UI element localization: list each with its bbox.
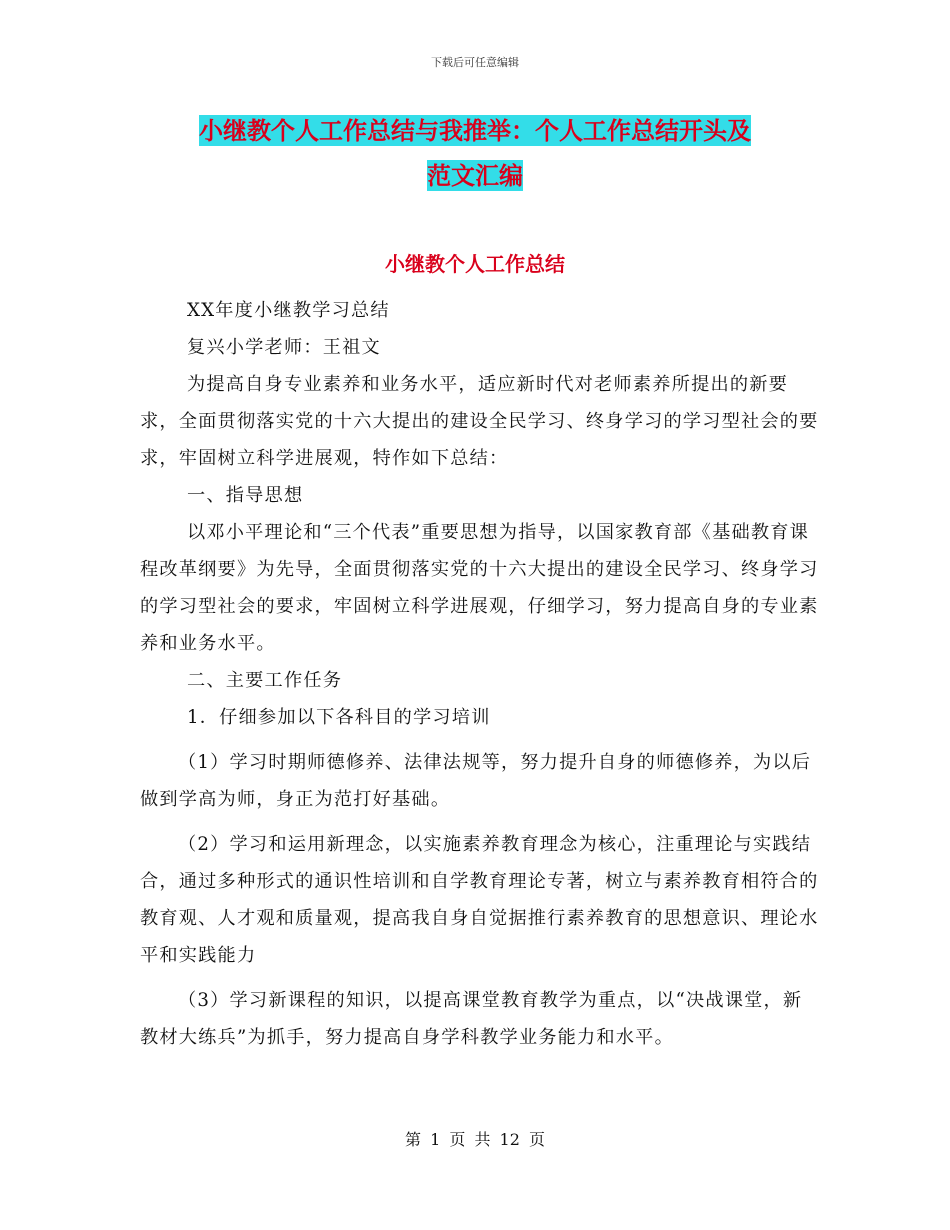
paragraph-intro: 为提高自身专业素养和业务水平，适应新时代对老师素养所提出的新要求，全面贯彻落实党的十六大提出的建设全民学习、终身学习的学习型社会的要求，牢固树立科学进展观，特作如下总结： [140, 374, 819, 469]
section-title: 小继教个人工作总结 [385, 252, 565, 276]
document-title-line-2: 范文汇编 [427, 161, 523, 190]
item-1: （1）学习时期师德修养、法律法规等，努力提升自身的师德修养，为以后做到学高为师，身正为范打好基础。 [140, 752, 812, 810]
paragraph-year-summary: XX年度小继教学习总结 [187, 300, 390, 321]
heading-main-tasks: 二、主要工作任务 [187, 670, 343, 691]
document-title [150, 108, 800, 198]
document-title-line-1: 小继教个人工作总结与我推举：个人工作总结开头及 [199, 116, 751, 145]
page-footer: 第 1 页 共 12 页 [405, 1130, 545, 1149]
heading-guiding-thought: 一、指导思想 [187, 485, 304, 506]
header-note: 下载后可任意编辑 [431, 56, 519, 69]
item-3: （3）学习新课程的知识，以提高课堂教育教学为重点，以“决战课堂，新教材大练兵”为抓手，努力提高自身学科教学业务能力和水平。 [140, 990, 803, 1048]
heading-training: 1．仔细参加以下各科目的学习培训 [187, 707, 491, 728]
item-2: （2）学习和运用新理念，以实施素养教育理念为核心，注重理论与实践结合，通过多种形式的通识性培训和自学教育理论专著，树立与素养教育相符合的教育观、人才观和质量观，提高我自身自觉据推行素养教育的思想意识、理论水平和实践能力 [140, 834, 819, 966]
paragraph-author: 复兴小学老师：王祖文 [187, 337, 381, 358]
document-body [140, 292, 820, 1056]
paragraph-guiding-thought: 以邓小平理论和“三个代表”重要思想为指导，以国家教育部《基础教育课程改革纲要》为先导，全面贯彻落实党的十六大提出的建设全民学习、终身学习的学习型社会的要求，牢固树立科学进展观，仔细学习，努力提高自身的专业素养和业务水平。 [140, 522, 819, 654]
